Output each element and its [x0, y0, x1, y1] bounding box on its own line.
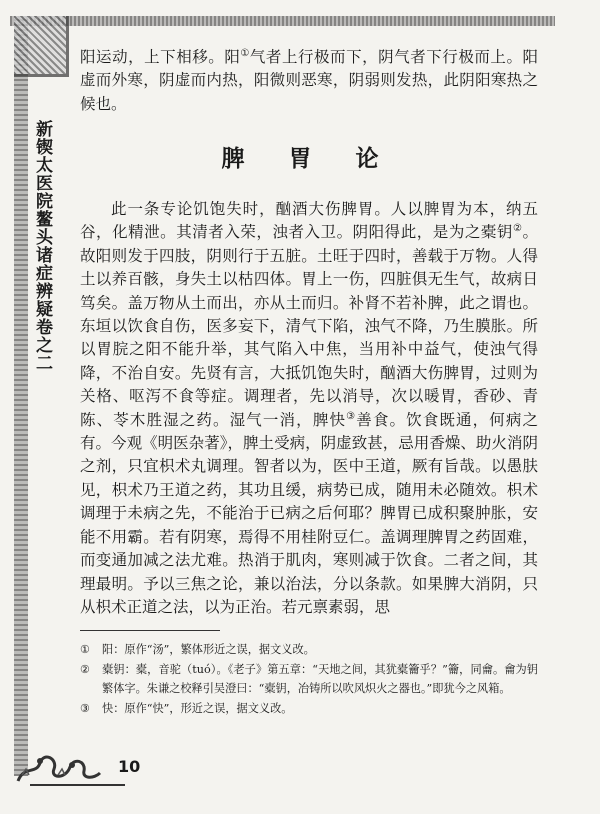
- para-cont-text-1: 阳运动，上下相移。阳: [80, 48, 241, 66]
- running-side-title: 新锲太医院鳌头诸症辨疑卷之二: [32, 120, 52, 372]
- dragon-ornament-icon: [14, 745, 104, 785]
- footnote: [80, 660, 538, 698]
- footnote-text: 阳：原作“汤”，繁体形近之误，据文义改。: [102, 643, 315, 656]
- footnote-divider: [80, 630, 220, 631]
- footnote-number: ①: [80, 643, 91, 656]
- footnote: [80, 699, 538, 718]
- para-main-text-3: 善食。饮食既通，何病之有。今观《明医杂著》，脾土受病，阴虚致甚，忌用香燥、助火消阴之剂，只宜枳术丸调理。智者以为，医中王道，厥有旨哉。以愚肤见，枳术乃王道之药，其功且缓，病势已成，随用未必随效。枳术调理于未病之先，不能治于已病之后何耶？脾胃已成积聚肿胀，安能不用霸。若有阴寒，焉得不用桂附豆仁。盖调理脾胃之药固难，而变通加减之法尤难。热消于肌肉，寒则减于饮食。二者之间，其理最明。予以三焦之论，兼以治法，分以条款。如果脾大消阴，只从枳术正道之法，以为正治。若元禀素弱，思: [80, 410, 538, 616]
- para-main-text-2: 。故阳则发于四肢，阴则行于五脏。土旺于四时，善载于万物。人得土以养百骸，身失土以枯四体。胃上一伤，四脏俱无生气，故病日笃矣。盖万物从土而出，亦从土而归。补肾不若补脾，此之谓也。东垣以饮食自伤，医多妄下，清气下陷，浊气不降，乃生膜胀。所以胃脘之阳不能升举，其气陷入中焦，当用补中益气，使浊气得降，不治自安。先贤有言，大抵饥饱失时，酗酒大伤脾胃，过则为关格、呕泻不食等症。调理者，先以消导，次以暖胃，香砂、青陈、苓木胜湿之药。湿气一消，脾快: [80, 223, 538, 429]
- main-paragraph: [80, 198, 538, 619]
- top-border-decoration: [10, 16, 555, 26]
- footnote-text: 橐钥：橐，音驼（tuó）。《老子》第五章：“天地之间，其犹橐籥乎？”籥，同龠。龠为钥繁体字。朱谦之校释引吴澄曰：“橐钥，冶铸所以吹风炽火之器也。”即犹今之风箱。: [102, 663, 538, 695]
- para-cont-text-2: 气者上行极而下，阴气者下行极而上。阳虚而外寒，阴虚而内热，阳微则恶寒，阴弱则发热，此阴阳寒热之候也。: [80, 48, 538, 113]
- footnotes: [80, 640, 538, 719]
- footnote-marker-1[interactable]: ①: [240, 47, 250, 59]
- footnote-number: ③: [80, 702, 91, 715]
- chapter-title: 脾 胃 论: [221, 146, 397, 172]
- bottom-rule: [30, 784, 125, 786]
- footnote-text: 快：原作“快”，形近之误，据文义改。: [102, 702, 293, 715]
- para-main-text-1: 此一条专论饥饱失时，酗酒大伤脾胃。人以脾胃为本，纳五谷，化精泄。其清者入荣，浊者入卫。阴阳得此，是为之橐钥: [80, 200, 538, 242]
- left-border-decoration: [14, 16, 28, 776]
- page-number: 10: [118, 757, 141, 776]
- footnote-number: ②: [80, 663, 91, 676]
- footnote: [80, 640, 538, 659]
- continued-paragraph: [80, 46, 538, 116]
- footnote-marker-3[interactable]: ③: [346, 410, 357, 422]
- corner-ornament: [14, 16, 69, 77]
- footnote-marker-2[interactable]: ②: [512, 223, 523, 235]
